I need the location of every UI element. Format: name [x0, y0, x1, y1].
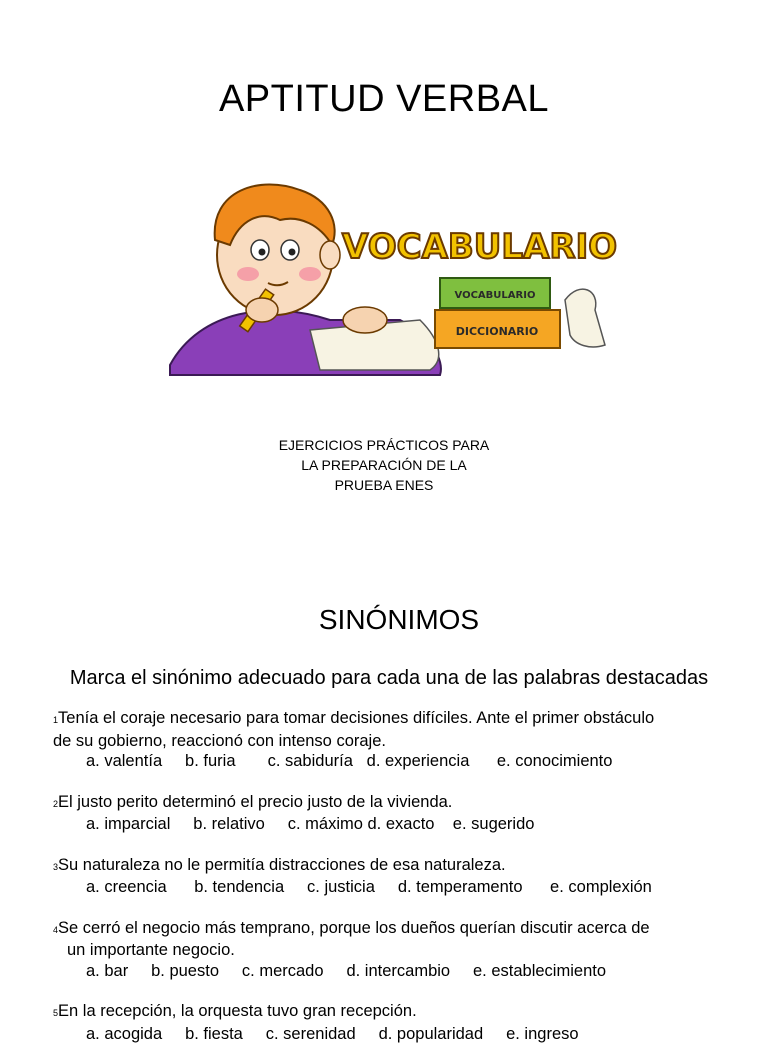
question-text: Se cerró el negocio más temprano, porque los dueños querían discutir acerca de: [58, 918, 650, 937]
question-number: 5: [53, 1008, 59, 1018]
instructions: Marca el sinónimo adecuado para cada una de las palabras destacadas: [69, 667, 709, 689]
page-title: APTITUD VERBAL: [218, 78, 550, 120]
question-4: [53, 918, 753, 982]
subtitle-line-3: PRUEBA ENES: [334, 477, 434, 493]
vocabulary-illustration: [160, 170, 620, 380]
question-1: [53, 708, 753, 772]
question-options: a. bar b. puesto c. mercado d. intercambio e. establecimiento: [86, 961, 606, 980]
question-text-continued: de su gobierno, reaccionó con intenso coraje.: [53, 731, 386, 750]
book-top-label: VOCABULARIO: [454, 290, 536, 301]
question-3: [53, 855, 753, 898]
question-number: 1: [53, 715, 59, 725]
question-number: 4: [53, 924, 59, 935]
subtitle-line-1: EJERCICIOS PRÁCTICOS PARA: [278, 437, 490, 453]
question-options: a. acogida b. fiesta c. serenidad d. popularidad e. ingreso: [86, 1024, 579, 1043]
question-2: [53, 792, 753, 835]
subtitle: [0, 435, 768, 495]
question-text: Su naturaleza no le permitía distracciones de esa naturaleza.: [58, 855, 506, 874]
question-text-continued: un importante negocio.: [67, 941, 235, 959]
question-options: a. imparcial b. relativo c. máximo d. exacto e. sugerido: [86, 815, 535, 833]
question-text: El justo perito determinó el precio justo de la vivienda.: [58, 792, 453, 811]
section-title: SINÓNIMOS: [318, 604, 480, 635]
question-5: [53, 1001, 753, 1044]
subtitle-line-2: LA PREPARACIÓN DE LA: [301, 457, 467, 473]
question-options: a. valentía b. furia c. sabiduría d. experiencia e. conocimiento: [86, 752, 613, 770]
book-bottom-label: DICCIONARIO: [455, 325, 539, 338]
question-number: 3: [53, 861, 59, 872]
question-number: 2: [53, 798, 59, 809]
question-text: En la recepción, la orquesta tuvo gran recepción.: [58, 1002, 417, 1020]
question-list: [53, 708, 753, 1064]
question-options: a. creencia b. tendencia c. justicia d. temperamento e. complexión: [86, 878, 652, 896]
logo-banner-text: VOCABULARIO: [342, 227, 618, 267]
question-text: Tenía el coraje necesario para tomar decisiones difíciles. Ante el primer obstáculo: [58, 709, 655, 727]
